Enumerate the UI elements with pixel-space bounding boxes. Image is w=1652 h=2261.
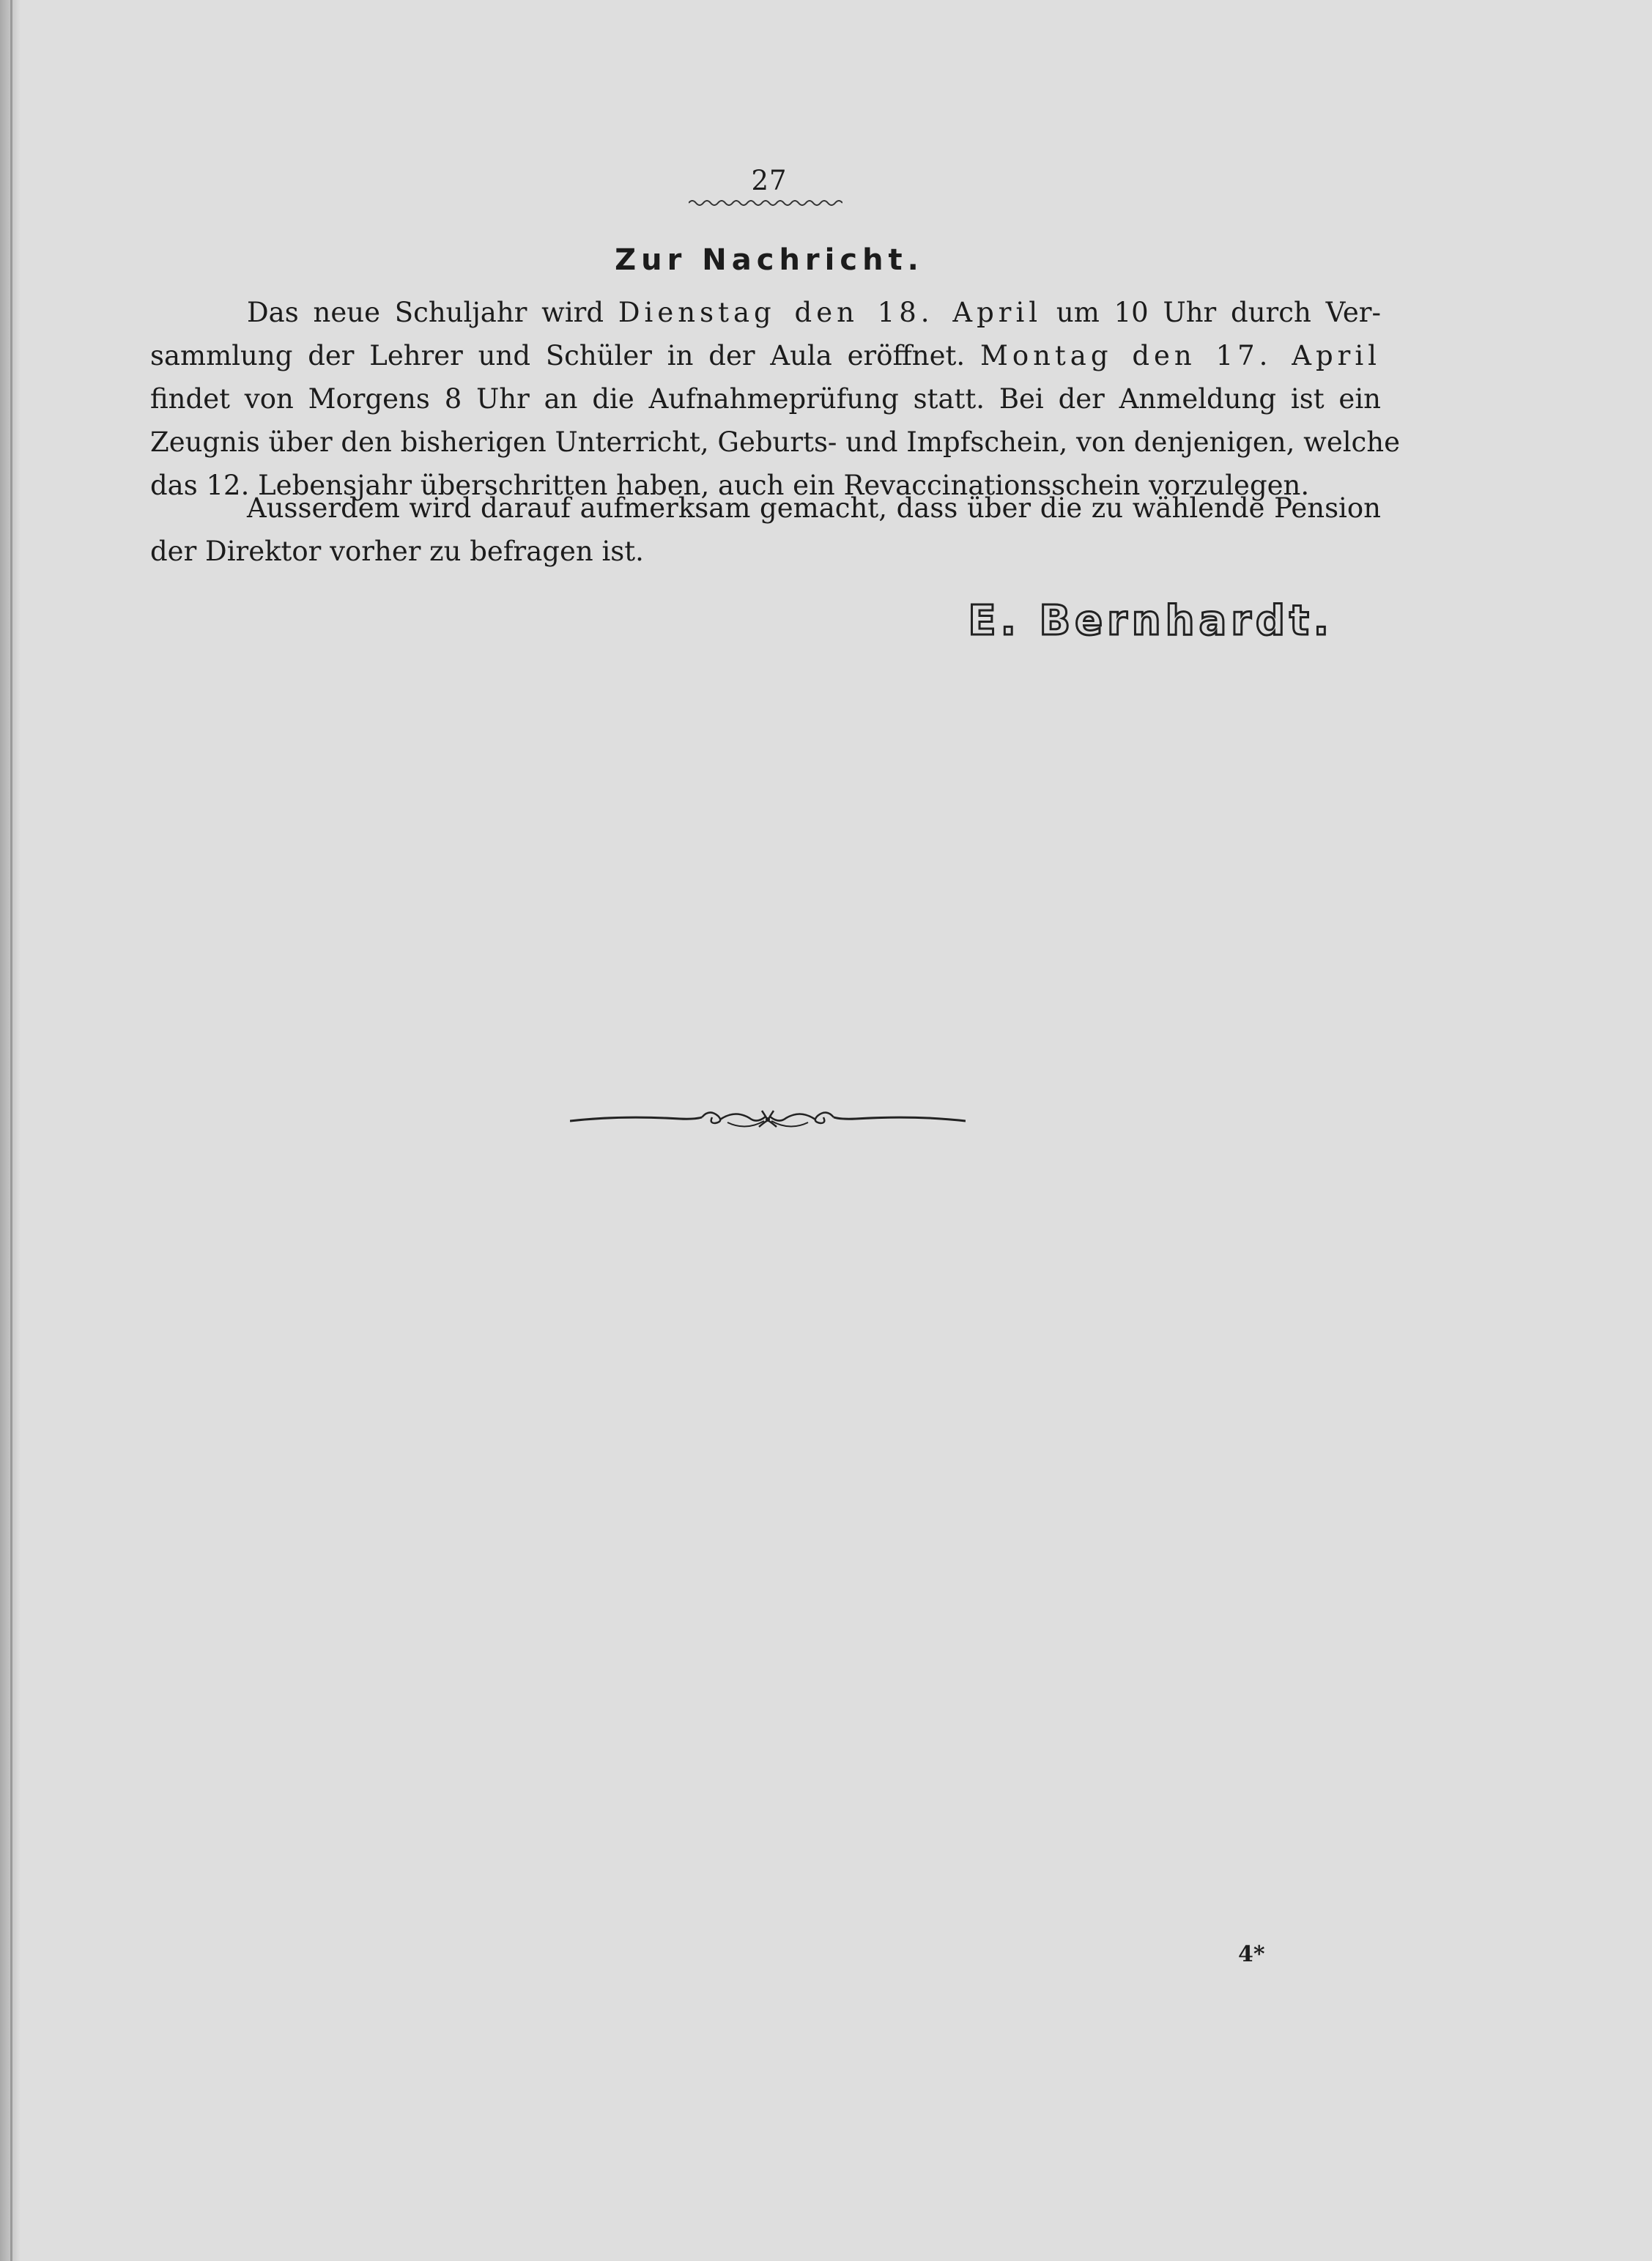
paragraph-1-line-4: Zeugnis über den bisherigen Unterricht, Geburts- und Impfschein, von denjenigen, welche xyxy=(150,426,1400,458)
author-signature: E. Bernhardt. xyxy=(968,597,1333,645)
line-1-date-emphasis: Dienstag den 18. April xyxy=(618,297,1042,328)
paragraph-2-line-2: der Direktor vorher zu befragen ist. xyxy=(150,536,644,567)
paragraph-1-line-1 xyxy=(150,291,1381,334)
page-number-wavy-rule xyxy=(689,198,842,208)
paragraph-1-line-2 xyxy=(150,334,1381,377)
line-1-end: um 10 Uhr durch Ver- xyxy=(1042,297,1381,328)
binding-line xyxy=(10,0,12,2261)
line-2-date-emphasis: Montag den 17. April xyxy=(979,340,1381,371)
paragraph-1-line-5: das 12. Lebensjahr überschritten haben, auch ein Revaccinationsschein vorzulegen. xyxy=(150,470,1310,501)
signature-mark: 4* xyxy=(1238,1942,1265,1967)
paragraph-2-line-1: Ausserdem wird darauf aufmerksam gemacht, dass über die zu wählende Pension xyxy=(247,492,1381,524)
page-number: 27 xyxy=(751,165,788,196)
paragraph-1-line-3: findet von Morgens 8 Uhr an die Aufnahmeprüfung statt. Bei der Anmeldung ist ein xyxy=(150,383,1381,415)
notice-paragraph-1 xyxy=(150,291,1400,507)
line-1-start: Das neue Schuljahr wird xyxy=(247,297,618,328)
decorative-ornament-divider xyxy=(570,1099,966,1140)
line-2-start: sammlung der Lehrer und Schüler in der Aula eröffnet. xyxy=(150,340,980,371)
notice-paragraph-2 xyxy=(150,486,1381,573)
notice-heading: Zur Nachricht. xyxy=(615,243,924,277)
